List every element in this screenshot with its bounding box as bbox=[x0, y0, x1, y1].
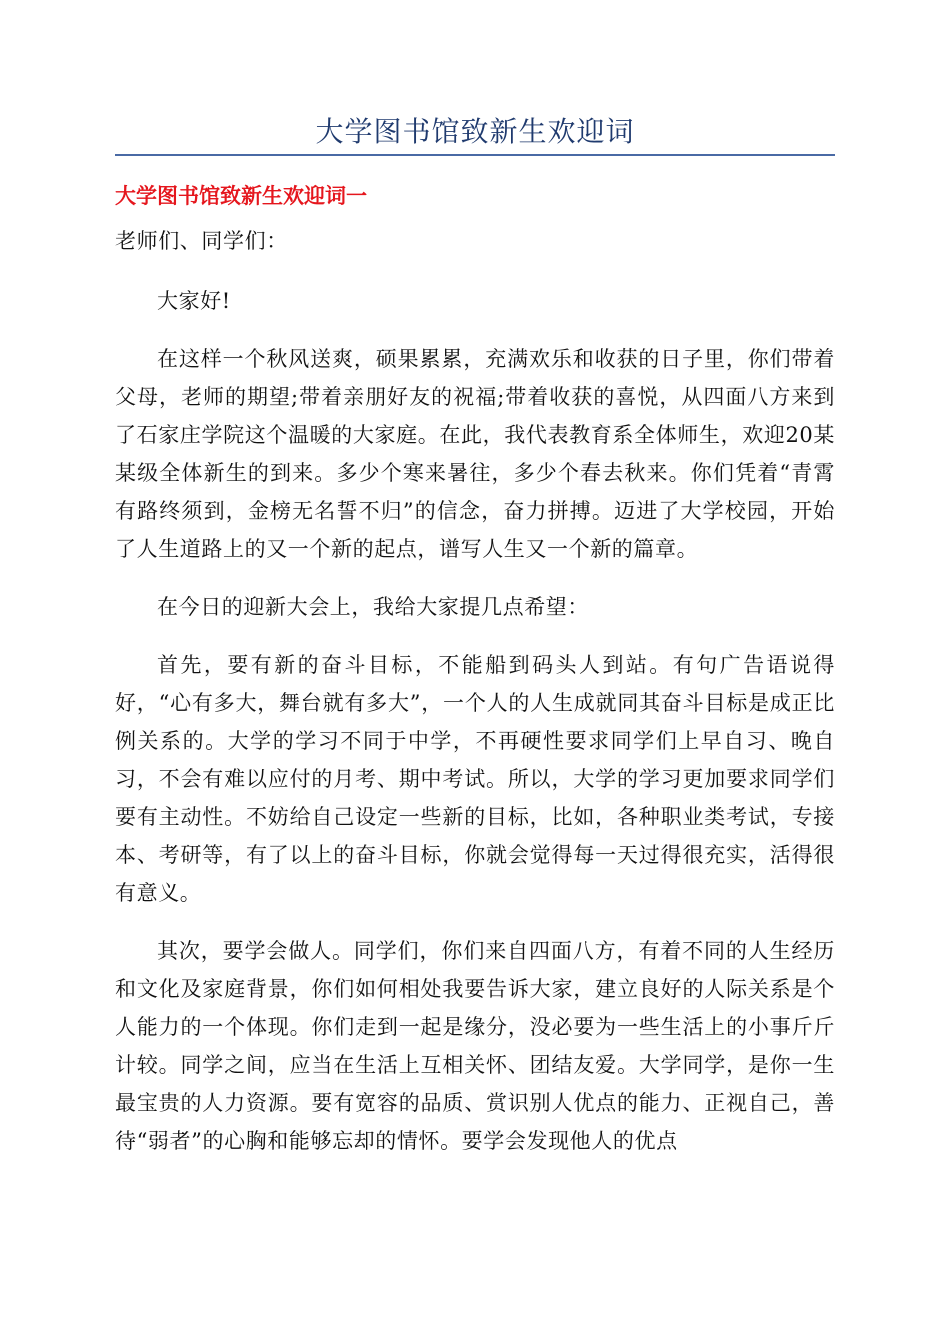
paragraph-second-point: 其次，要学会做人。同学们，你们来自四面八方，有着不同的人生经历和文化及家庭背景，你们如何相处我要告诉大家，建立良好的人际关系是个人能力的一个体现。你们走到一起是缘分，没必要为一些生活上的小事斤斤计较。同学之间，应当在生活上互相关怀、团结友爱。大学同学，是你一生最宝贵的人力资源。要有宽容的品质、赏识别人优点的能力、正视自己，善待“弱者”的心胸和能够忘却的情怀。要学会发现他人的优点 bbox=[115, 939, 835, 1153]
section-heading: 大学图书馆致新生欢迎词一 bbox=[115, 184, 367, 208]
document-title: 大学图书馆致新生欢迎词 bbox=[315, 115, 635, 148]
paragraph-welcome: 在这样一个秋风送爽，硕果累累，充满欢乐和收获的日子里，你们带着父母，老师的期望;带着亲朋好友的祝福;带着收获的喜悦，从四面八方来到了石家庄学院这个温暖的大家庭。在此，我代表教育系全体师生，欢迎20某某级全体新生的到来。多少个寒来暑往，多少个春去秋来。你们凭着“青霄有路终须到，金榜无名誓不归”的信念，奋力拼搏。迈进了大学校园，开始了人生道路上的又一个新的起点，谱写人生又一个新的篇章。 bbox=[115, 347, 835, 561]
paragraph-hopes-intro: 在今日的迎新大会上，我给大家提几点希望： bbox=[157, 595, 589, 619]
title-divider bbox=[115, 154, 835, 156]
document-body bbox=[115, 222, 835, 1180]
paragraph-first-point: 首先，要有新的奋斗目标，不能船到码头人到站。有句广告语说得好，“心有多大，舞台就有多大”，一个人的人生成就同其奋斗目标是成正比例关系的。大学的学习不同于中学，不再硬性要求同学们上早自习、晚自习，不会有难以应付的月考、期中考试。所以，大学的学习更加要求同学们要有主动性。不妨给自己设定一些新的目标，比如，各种职业类考试，专接本、考研等，有了以上的奋斗目标，你就会觉得每一天过得很充实，活得很有意义。 bbox=[115, 653, 835, 905]
paragraph-greeting: 大家好! bbox=[157, 289, 231, 313]
salutation: 老师们、同学们： bbox=[115, 229, 288, 253]
